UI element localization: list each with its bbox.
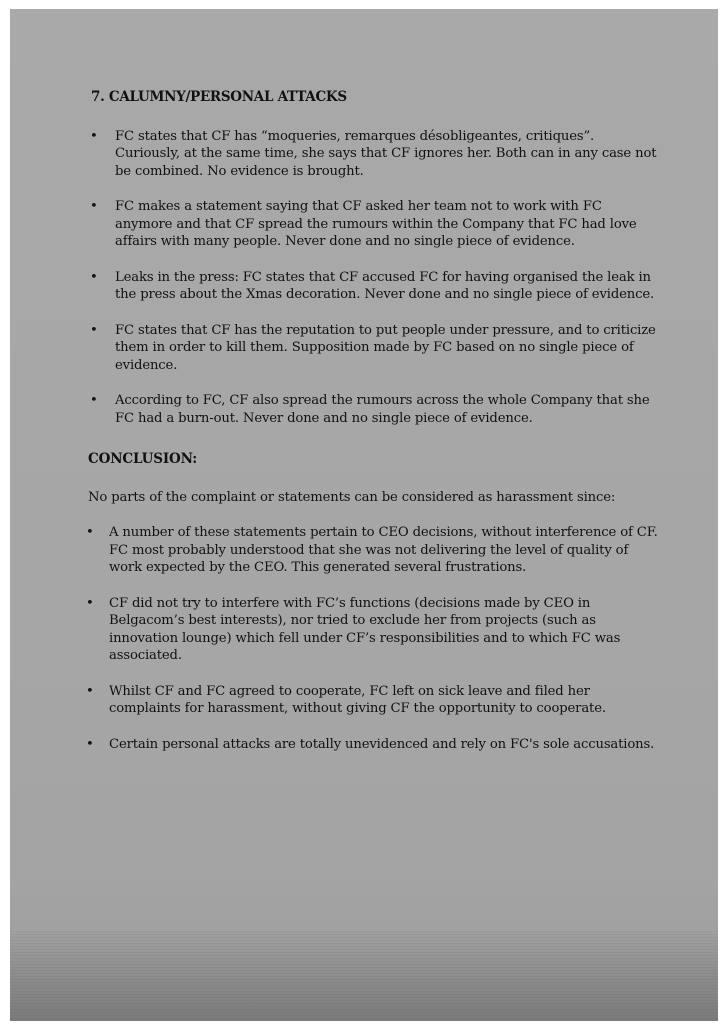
list-item-text: According to FC, CF also spread the rumours across the whole Company that she FC had a burn-out. Never done and no single piece of evidence. bbox=[115, 393, 650, 426]
list-item bbox=[88, 198, 658, 251]
bullet-icon: • bbox=[90, 199, 98, 214]
bullet-icon: • bbox=[86, 736, 94, 752]
list-item bbox=[88, 269, 658, 304]
bullet-icon: • bbox=[90, 322, 98, 338]
list-item bbox=[88, 322, 658, 375]
list-item bbox=[88, 595, 658, 665]
bullet-icon: • bbox=[90, 393, 98, 408]
list-item-text: CF did not try to interfere with FC’s functions (decisions made by CEO in Belgacom’s best interests), nor tried to exclude her from projects (such as innovation lounge) which fell under CF’s responsibilities and to which FC was associated. bbox=[109, 595, 621, 663]
list-item-text: FC states that CF has “moqueries, remarques désobligeantes, critiques”. Curiously, at the same time, she says that CF ignores her. Both can in any case not be combined. No evidence is brought. bbox=[115, 128, 657, 179]
section-heading: 7. CALUMNY/PERSONAL ATTACKS bbox=[91, 89, 347, 105]
bullet-icon: • bbox=[90, 269, 98, 285]
list-item-text: FC makes a statement saying that CF asked her team not to work with FC anymore and that CF spread the rumours within the Company that FC had love affairs with many people. Never done and no single piece of evidence. bbox=[115, 199, 637, 249]
conclusion-intro: No parts of the complaint or statements can be considered as harassment since: bbox=[88, 489, 616, 505]
list-item bbox=[88, 128, 658, 181]
bullet-icon: • bbox=[86, 683, 94, 699]
scanned-page bbox=[10, 9, 718, 1021]
list-item bbox=[88, 683, 658, 718]
scan-noise-band bbox=[10, 931, 718, 1021]
list-item bbox=[88, 736, 658, 754]
calumny-bullet-list bbox=[88, 128, 658, 428]
bullet-icon: • bbox=[86, 595, 94, 611]
list-item bbox=[88, 524, 658, 577]
list-item-text: Whilst CF and FC agreed to cooperate, FC left on sick leave and filed her complaints for harassment, without giving CF the opportunity to cooperate. bbox=[109, 683, 606, 716]
document-body bbox=[88, 89, 658, 771]
list-item-text: A number of these statements pertain to CEO decisions, without interference of CF. FC most probably understood that she was not delivering the level of quality of work expected by the CEO. This generated several frustrations. bbox=[109, 525, 658, 575]
conclusion-heading: CONCLUSION: bbox=[88, 451, 198, 467]
conclusion-bullet-list bbox=[88, 524, 658, 753]
list-item-text: Certain personal attacks are totally unevidenced and rely on FC's sole accusations. bbox=[109, 736, 655, 752]
list-item bbox=[88, 392, 658, 427]
bullet-icon: • bbox=[90, 128, 98, 144]
bullet-icon: • bbox=[86, 525, 94, 540]
list-item-text: Leaks in the press: FC states that CF accused FC for having organised the leak in the press about the Xmas decoration. Never done and no single piece of evidence. bbox=[115, 269, 655, 302]
list-item-text: FC states that CF has the reputation to put people under pressure, and to criticize them in order to kill them. Supposition made by FC based on no single piece of evidence. bbox=[115, 322, 656, 373]
